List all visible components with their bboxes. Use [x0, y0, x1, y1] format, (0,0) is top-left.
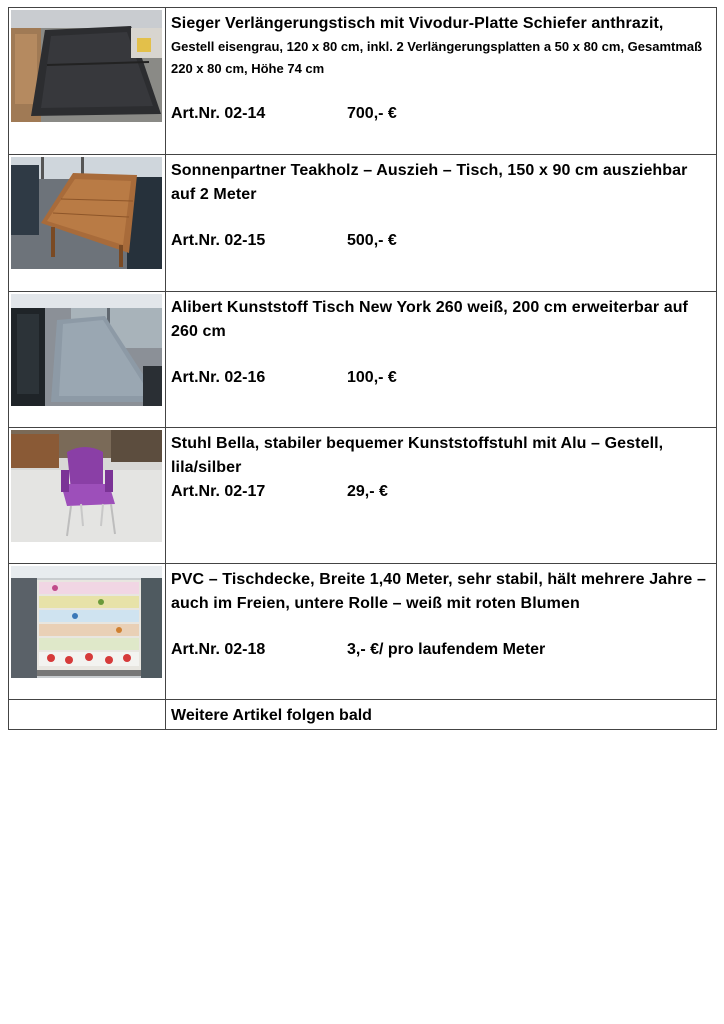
product-text-cell — [166, 155, 717, 292]
product-image-cell — [9, 292, 166, 428]
product-row — [9, 8, 717, 155]
product-row — [9, 428, 717, 564]
article-number: Art.Nr. 02-15 — [171, 232, 266, 249]
teak-extending-table-photo — [11, 157, 162, 269]
dark-slate-extension-table-photo — [11, 10, 162, 122]
footer-row — [9, 700, 717, 730]
product-details: Gestell eisengrau, 120 x 80 cm, inkl. 2 Verlängerungsplatten a 50 x 80 cm, Gesamtmaß 220 x 80 cm, Höhe 74 cm — [171, 39, 703, 76]
product-image-cell — [9, 428, 166, 564]
empty-image-cell — [9, 700, 166, 730]
footer-cell — [166, 700, 717, 730]
product-title: PVC – Tischdecke, Breite 1,40 Meter, sehr stabil, hält mehrere Jahre – auch im Freien, untere Rolle – weiß mit roten Blumen — [171, 571, 706, 612]
purple-plastic-chair-photo — [11, 430, 162, 542]
price: 100,- € — [347, 369, 397, 386]
article-number: Art.Nr. 02-18 — [171, 641, 266, 658]
article-line — [171, 638, 712, 662]
article-line — [171, 229, 712, 253]
article-number: Art.Nr. 02-17 — [171, 483, 266, 500]
article-line — [171, 480, 712, 504]
article-line — [171, 366, 712, 390]
product-image-cell — [9, 564, 166, 700]
grey-plastic-table-photo — [11, 294, 162, 406]
article-number: Art.Nr. 02-16 — [171, 369, 266, 386]
price: 700,- € — [347, 105, 397, 122]
product-title: Sonnenpartner Teakholz – Auszieh – Tisch, 150 x 90 cm ausziehbar auf 2 Meter — [171, 162, 688, 203]
article-number: Art.Nr. 02-14 — [171, 105, 266, 122]
product-text-cell — [166, 428, 717, 564]
price: 500,- € — [347, 232, 397, 249]
product-catalog-table — [8, 7, 717, 730]
product-title: Alibert Kunststoff Tisch New York 260 weiß, 200 cm erweiterbar auf 260 cm — [171, 299, 688, 340]
product-row — [9, 564, 717, 700]
more-items-note: Weitere Artikel folgen bald — [171, 707, 372, 724]
article-line — [171, 102, 712, 126]
product-image-cell — [9, 8, 166, 155]
product-row — [9, 292, 717, 428]
product-text-cell — [166, 564, 717, 700]
product-image-cell — [9, 155, 166, 292]
product-text-cell — [166, 292, 717, 428]
product-title: Stuhl Bella, stabiler bequemer Kunststoffstuhl mit Alu – Gestell, lila/silber — [171, 435, 664, 476]
pvc-tablecloth-rolls-photo — [11, 566, 162, 678]
price: 29,- € — [347, 483, 388, 500]
product-row — [9, 155, 717, 292]
price: 3,- €/ pro laufendem Meter — [347, 641, 546, 658]
product-text-cell — [166, 8, 717, 155]
product-title: Sieger Verlängerungstisch mit Vivodur-Platte Schiefer anthrazit, — [171, 15, 664, 32]
